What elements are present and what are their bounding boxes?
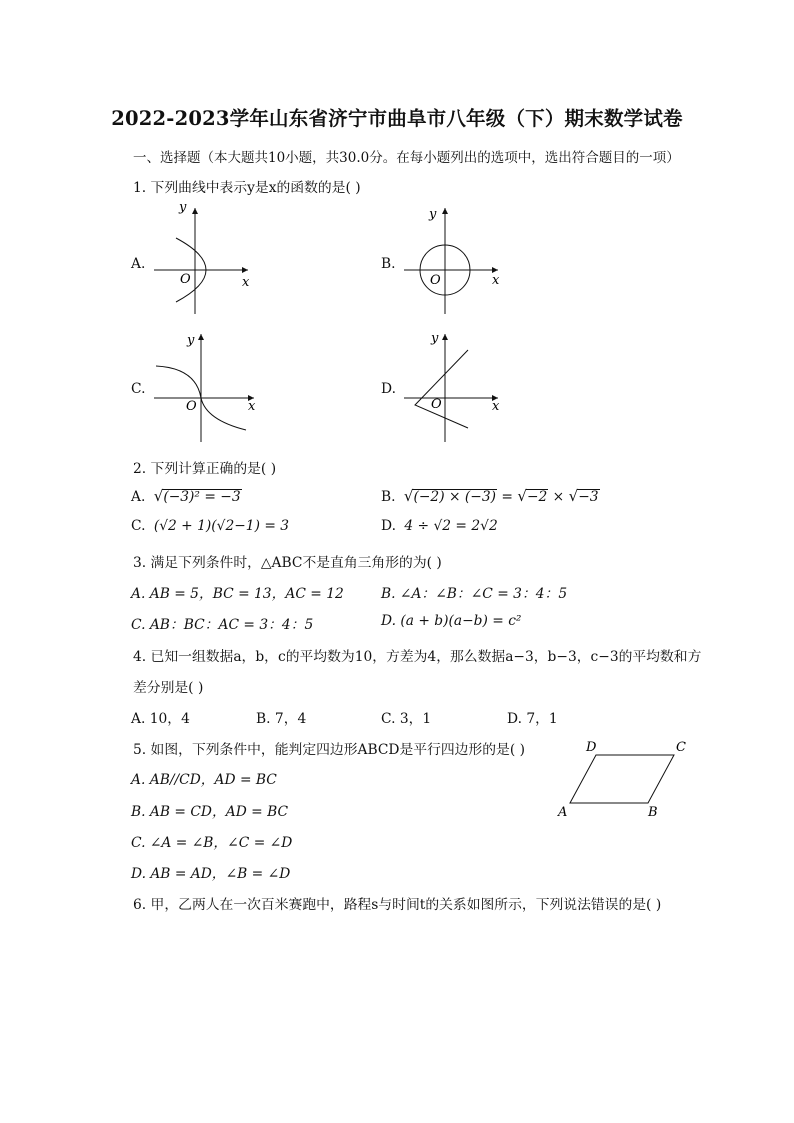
q3-option-b: B. ∠A：∠B：∠C = 3：4：5 <box>381 586 568 602</box>
q5-option-c: C. ∠A = ∠B，∠C = ∠D <box>131 835 293 851</box>
q1-option-d-label: D. <box>381 381 396 397</box>
v-shaped-lines <box>415 350 468 428</box>
q2-b-radicand-2: −2 <box>526 489 548 505</box>
q2-option-b <box>381 487 600 505</box>
q1-graph-b <box>400 200 510 320</box>
origin-label: O <box>180 272 191 287</box>
sqrt-icon: √ <box>517 487 527 505</box>
y-axis-label: y <box>429 207 437 222</box>
q1-option-b-label: B. <box>381 256 396 272</box>
q3-option-d: D. (a + b)(a−b) = c² <box>381 613 522 629</box>
q1-graph-d <box>400 328 510 448</box>
parallelogram <box>570 755 674 803</box>
question-4-stem-line2: 差分别是( ) <box>133 680 204 696</box>
x-axis-label: x <box>492 399 500 414</box>
q5-parallelogram-figure <box>552 736 700 826</box>
q2-b-radicand: (−2) × (−3) <box>413 489 497 505</box>
times-sign: × <box>548 489 569 505</box>
sqrt-icon: √ <box>568 487 579 505</box>
q5-option-d: D. AB = AD，∠B = ∠D <box>131 866 291 882</box>
question-3-stem: 3. 满足下列条件时，△ABC不是直角三角形的为( ) <box>133 555 442 571</box>
question-2-stem: 2. 下列计算正确的是( ) <box>133 461 277 477</box>
q2-c-expression: (√2 + 1)(√2−1) = 3 <box>153 518 290 534</box>
q3-option-c: C. AB：BC：AC = 3：4：5 <box>131 617 314 633</box>
y-axis-label: y <box>431 331 439 346</box>
section-heading: 一、选择题（本大题共10小题，共30.0分。在每小题列出的选项中，选出符合题目的一项） <box>133 150 680 166</box>
sqrt-icon: √ <box>403 487 414 505</box>
origin-label: O <box>431 397 442 412</box>
origin-label: O <box>186 399 197 414</box>
option-label: C. <box>131 518 146 534</box>
q2-option-c <box>131 518 289 534</box>
x-axis-label: x <box>492 273 500 288</box>
x-axis-label: x <box>242 275 250 290</box>
q4-option-a: A. 10，4 <box>131 711 190 727</box>
origin-label: O <box>430 273 441 288</box>
question-6-stem: 6. 甲，乙两人在一次百米赛跑中，路程s与时间t的关系如图所示，下列说法错误的是( ) <box>133 897 662 913</box>
question-1-stem: 1. 下列曲线中表示y是x的函数的是( ) <box>133 180 361 196</box>
y-axis-label: y <box>187 333 195 348</box>
paper-title: 2022-2023学年山东省济宁市曲阜市八年级（下）期末数学试卷 <box>111 107 683 130</box>
equals-sign: = <box>497 489 518 505</box>
q1-option-a-label: A. <box>131 256 146 272</box>
q5-option-a: A. AB//CD，AD = BC <box>131 772 277 788</box>
sqrt-icon: √ <box>153 487 164 505</box>
question-4-stem-line1: 4. 已知一组数据a，b，c的平均数为10，方差为4，那么数据a−3，b−3，c−3的平均数和方 <box>133 649 702 665</box>
vertex-label-c: C <box>676 740 686 755</box>
q4-option-b: B. 7，4 <box>256 711 307 727</box>
q5-option-b: B. AB = CD，AD = BC <box>131 804 289 820</box>
vertex-label-b: B <box>648 805 658 820</box>
q4-option-c: C. 3，1 <box>381 711 432 727</box>
x-axis-label: x <box>248 399 256 414</box>
vertex-label-d: D <box>586 740 597 755</box>
q2-a-expression: (−3)² = −3 <box>163 489 241 505</box>
question-5-stem: 5. 如图，下列条件中，能判定四边形ABCD是平行四边形的是( ) <box>133 742 526 758</box>
q2-option-a <box>131 487 242 505</box>
q1-graph-c <box>150 328 265 448</box>
y-axis-label: y <box>179 200 187 215</box>
option-label: A. <box>131 489 146 505</box>
q3-option-a: A. AB = 5，BC = 13，AC = 12 <box>131 586 344 602</box>
option-label: B. <box>381 489 396 505</box>
q1-option-c-label: C. <box>131 381 146 397</box>
q2-d-expression: 4 ÷ √2 = 2√2 <box>404 518 498 534</box>
q2-option-d <box>381 518 498 534</box>
q1-graph-a <box>150 200 260 320</box>
q4-option-d: D. 7，1 <box>507 711 558 727</box>
vertex-label-a: A <box>558 805 568 820</box>
q2-b-radicand-3: −3 <box>578 489 599 505</box>
option-label: D. <box>381 518 396 534</box>
